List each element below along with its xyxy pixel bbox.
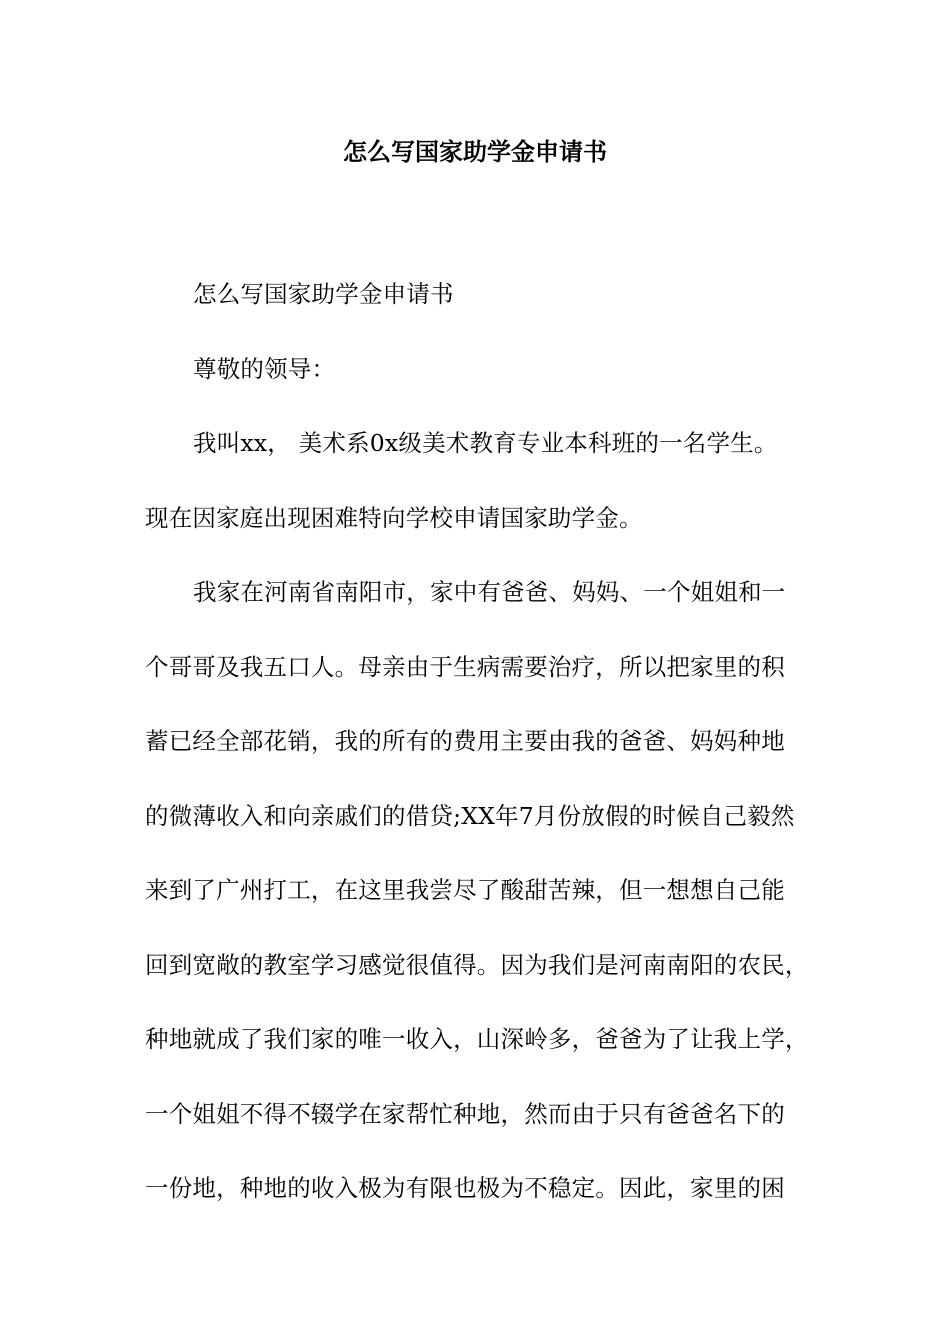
paragraph-2-line-3: 蓄已经全部花销，我的所有的费用主要由我的爸爸、妈妈种地 [145, 727, 785, 755]
paragraph-2-line-2: 个哥哥及我五口人。母亲由于生病需要治疗，所以把家里的积 [145, 652, 785, 681]
paragraph-1-line-2: 现在因家庭出现困难特向学校申请国家助学金。 [145, 503, 643, 532]
paragraph-2-line-4: 的微薄收入和向亲戚们的借贷;XX年7月份放假的时候自己毅然 [145, 801, 795, 830]
paragraph-2-line-8: 一个姐姐不得不辍学在家帮忙种地，然而由于只有爸爸名下的 [145, 1099, 785, 1128]
document-title: 怎么写国家助学金申请书 [343, 137, 607, 166]
salutation-line: 尊敬的领导： [193, 354, 336, 383]
subtitle-line: 怎么写国家助学金申请书 [193, 280, 454, 308]
paragraph-2-line-6: 回到宽敞的教室学习感觉很值得。因为我们是河南南阳的农民， [145, 950, 809, 979]
paragraph-2-line-1: 我家在河南省南阳市，家中有爸爸、妈妈、一个姐姐和一 [193, 578, 786, 606]
document-body [145, 257, 825, 1226]
paragraph-1-line-1: 我叫xx， 美术系0x级美术教育专业本科班的一名学生。 [193, 429, 778, 457]
paragraph-2-line-9: 一份地，种地的收入极为有限也极为不稳定。因此，家里的困 [145, 1174, 785, 1202]
paragraph-2-line-5: 来到了广州打工，在这里我尝尽了酸甜苦辣，但一想想自己能 [145, 876, 785, 904]
paragraph-2-line-7: 种地就成了我们家的唯一收入，山深岭多，爸爸为了让我上学， [145, 1025, 809, 1053]
